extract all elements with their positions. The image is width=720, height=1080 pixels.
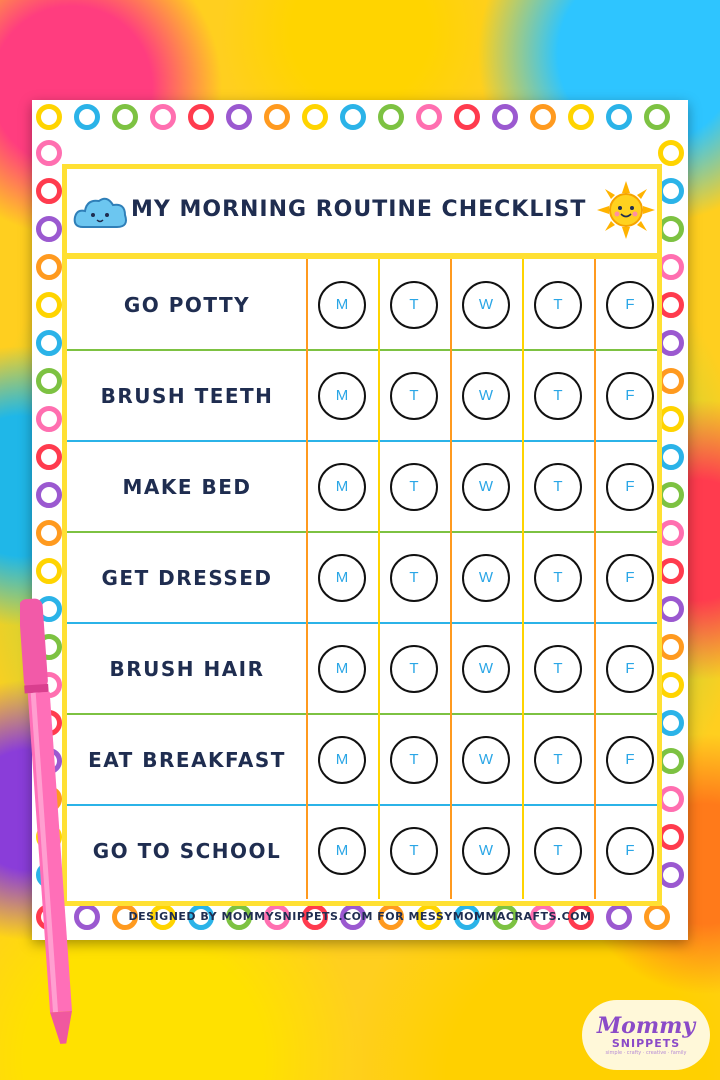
day-checkbox[interactable]: F [606,645,654,693]
day-checkbox[interactable]: T [390,372,438,420]
day-checkbox[interactable]: T [534,645,582,693]
decor-ring [112,104,138,130]
day-checkbox[interactable]: T [390,281,438,329]
pink-marker [20,595,110,1055]
day-cell [595,532,665,623]
task-label: MAKE BED [122,474,252,499]
day-cell [379,805,449,896]
day-checkbox[interactable]: T [390,554,438,602]
decor-ring [36,330,62,356]
decor-ring [658,140,684,166]
task-label: GO POTTY [123,292,251,317]
day-checkbox[interactable]: M [318,554,366,602]
decor-ring [226,104,252,130]
logo-line-2: SNIPPETS [611,1036,681,1050]
decor-ring [568,104,594,130]
decor-ring [36,178,62,204]
day-checkbox[interactable]: W [462,554,510,602]
decor-ring [36,254,62,280]
day-cell [307,441,377,532]
day-cell [523,532,593,623]
column-divider [522,259,524,899]
day-cell [307,532,377,623]
decor-ring [36,368,62,394]
day-checkbox[interactable]: W [462,463,510,511]
day-checkbox[interactable]: M [318,281,366,329]
logo-tagline: simple · crafty · creative · family [605,1049,687,1056]
day-cell [307,350,377,441]
day-checkbox[interactable]: T [390,827,438,875]
day-checkbox[interactable]: T [390,736,438,784]
day-checkbox[interactable]: T [534,281,582,329]
day-cell [451,623,521,714]
day-cell [451,441,521,532]
task-row [67,441,657,532]
day-checkbox[interactable]: M [318,736,366,784]
decor-ring [492,104,518,130]
decor-ring [150,104,176,130]
day-cell [379,623,449,714]
header [67,169,657,259]
day-checkbox[interactable]: T [390,645,438,693]
day-cell [307,714,377,805]
checklist-grid [67,259,657,899]
day-cell [451,714,521,805]
day-cell [595,350,665,441]
day-cell [595,623,665,714]
task-label: GET DRESSED [101,565,273,590]
column-divider [306,259,308,899]
day-cell [523,441,593,532]
row-divider [67,349,657,351]
day-cell [523,805,593,896]
day-cell [595,805,665,896]
day-checkbox[interactable]: W [462,827,510,875]
day-checkbox[interactable]: F [606,281,654,329]
day-cell [379,350,449,441]
task-row [67,714,657,805]
day-cell [379,441,449,532]
day-cell [595,441,665,532]
day-checkbox[interactable]: F [606,463,654,511]
day-checkbox[interactable]: W [462,281,510,329]
day-cell [379,532,449,623]
day-cell [523,623,593,714]
day-cell [523,350,593,441]
task-row [67,350,657,441]
row-divider [67,622,657,624]
day-checkbox[interactable]: T [534,463,582,511]
day-checkbox[interactable]: M [318,463,366,511]
decor-ring [36,140,62,166]
day-checkbox[interactable]: F [606,827,654,875]
row-divider [67,531,657,533]
day-cell [451,805,521,896]
task-row [67,623,657,714]
decor-ring [416,104,442,130]
day-cell [379,259,449,350]
day-cell [523,259,593,350]
row-divider [67,440,657,442]
column-divider [378,259,380,899]
decor-ring [36,482,62,508]
day-cell [307,259,377,350]
decor-ring [36,520,62,546]
sun-icon [595,179,657,241]
decor-ring [606,104,632,130]
day-checkbox[interactable]: T [390,463,438,511]
day-cell [379,714,449,805]
decor-ring [36,406,62,432]
task-row [67,805,657,896]
logo-line-1: Mommy [596,1012,696,1039]
day-cell [451,259,521,350]
task-label: BRUSH HAIR [109,656,265,681]
page-title: MY MORNING ROUTINE CHECKLIST [131,197,587,222]
row-divider [67,804,657,806]
row-divider [67,713,657,715]
footer-credit: DESIGNED BY MOMMYSNIPPETS.COM FOR MESSYMOMMACRAFTS.COM [128,910,592,923]
decor-ring [264,104,290,130]
brand-logo [582,1000,710,1070]
day-checkbox[interactable]: M [318,372,366,420]
decor-ring [378,104,404,130]
decor-ring [454,104,480,130]
day-cell [451,532,521,623]
day-checkbox[interactable]: T [534,827,582,875]
day-checkbox[interactable]: W [462,645,510,693]
day-checkbox[interactable]: W [462,372,510,420]
day-cell [451,350,521,441]
column-divider [594,259,596,899]
decor-ring [36,216,62,242]
day-cell [307,623,377,714]
day-checkbox[interactable]: W [462,736,510,784]
day-checkbox[interactable]: T [534,554,582,602]
decor-ring [340,104,366,130]
decor-ring [644,104,670,130]
decor-ring [188,104,214,130]
decor-ring [36,104,62,130]
task-label: BRUSH TEETH [100,383,274,408]
day-checkbox[interactable]: F [606,372,654,420]
decor-ring [74,104,100,130]
decor-ring [36,558,62,584]
decor-ring [36,444,62,470]
task-row [67,532,657,623]
decor-ring [302,104,328,130]
day-cell [523,714,593,805]
day-checkbox[interactable]: M [318,827,366,875]
checklist-sheet [32,100,688,940]
task-row [67,259,657,350]
column-divider [450,259,452,899]
day-cell [595,714,665,805]
task-label: EAT BREAKFAST [88,747,286,772]
day-checkbox[interactable]: F [606,736,654,784]
decor-ring [36,292,62,318]
checklist-frame [62,164,662,906]
day-checkbox[interactable]: F [606,554,654,602]
task-label: GO TO SCHOOL [92,838,282,863]
day-checkbox[interactable]: T [534,736,582,784]
day-checkbox[interactable]: M [318,645,366,693]
cloud-icon [73,193,129,231]
day-checkbox[interactable]: T [534,372,582,420]
day-cell [595,259,665,350]
day-cell [307,805,377,896]
decor-ring [530,104,556,130]
